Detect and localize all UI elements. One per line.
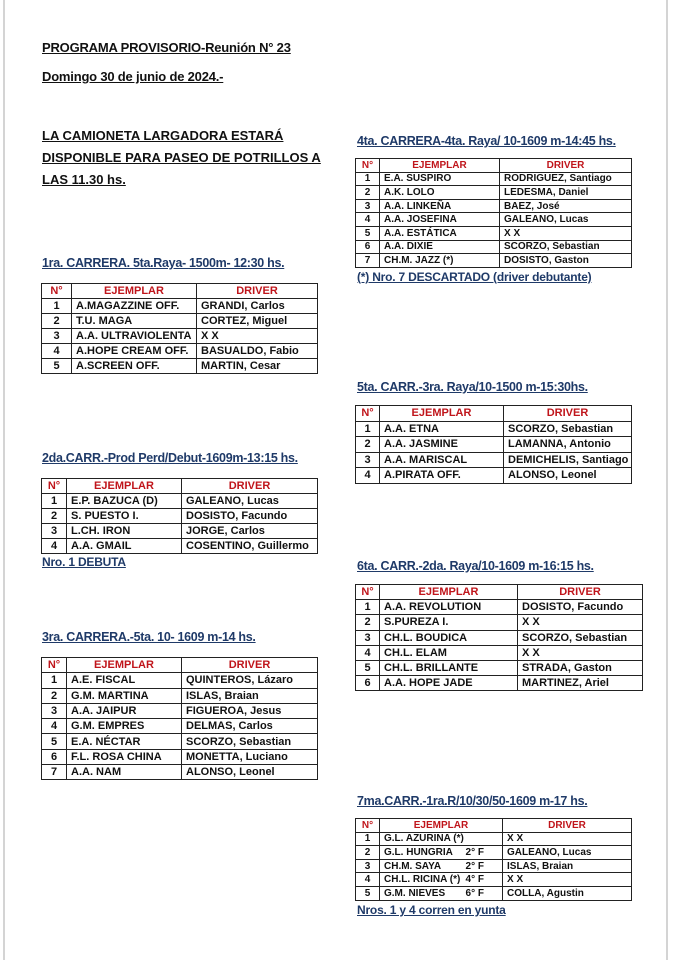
table-row bbox=[42, 749, 318, 764]
table-row bbox=[356, 660, 643, 675]
column-header-horse: EJEMPLAR bbox=[380, 585, 518, 600]
entry-horse-name: G.M. MARTINA bbox=[71, 689, 149, 702]
race-7-table bbox=[355, 818, 632, 901]
entry-horse-name: T.U. MAGA bbox=[76, 315, 133, 327]
race-4-table bbox=[355, 158, 632, 268]
entry-horse-cell bbox=[67, 524, 182, 539]
table-row bbox=[356, 886, 632, 900]
entry-driver: DEMICHELIS, Santiago bbox=[504, 452, 632, 468]
entry-number: 5 bbox=[356, 660, 380, 675]
table-header-row bbox=[356, 819, 632, 833]
entry-horse-cell bbox=[67, 765, 182, 780]
entry-horse-cell bbox=[380, 240, 500, 254]
table-row bbox=[42, 359, 318, 374]
table-row bbox=[356, 254, 632, 268]
entry-driver: SCORZO, Sebastian bbox=[500, 240, 632, 254]
page-right-edge bbox=[666, 0, 668, 960]
entry-horse-name: G.L. AZURINA (*) bbox=[384, 833, 464, 845]
table-row bbox=[356, 676, 643, 691]
entry-last-placing: 6° F bbox=[465, 887, 484, 899]
race-4-note: (*) Nro. 7 DESCARTADO (driver debutante) bbox=[357, 270, 592, 284]
entry-driver: GALEANO, Lucas bbox=[503, 846, 632, 860]
entry-horse-cell bbox=[380, 645, 518, 660]
entry-driver: FIGUEROA, Jesus bbox=[182, 703, 318, 718]
entry-driver: ISLAS, Braian bbox=[182, 688, 318, 703]
entry-number: 5 bbox=[42, 359, 72, 374]
column-header-num: N° bbox=[42, 479, 67, 494]
table-row bbox=[42, 703, 318, 718]
column-header-num: N° bbox=[42, 284, 72, 299]
entry-horse-cell bbox=[380, 886, 503, 900]
table-row bbox=[356, 859, 632, 873]
entry-horse-name: A.A. JASMINE bbox=[384, 438, 458, 451]
table-row bbox=[42, 524, 318, 539]
column-header-driver: DRIVER bbox=[197, 284, 318, 299]
entry-horse-name: A.A. DIXIE bbox=[384, 241, 433, 253]
entry-driver: MARTIN, Cesar bbox=[197, 359, 318, 374]
race-1-title: 1ra. CARRERA. 5ta.Raya- 1500m- 12:30 hs. bbox=[42, 256, 285, 270]
entry-horse-name: A.A. LINKEÑA bbox=[384, 200, 452, 212]
table-header-row bbox=[356, 159, 632, 173]
entry-horse-name: A.A. ULTRAVIOLENTA bbox=[76, 330, 192, 342]
table-header-row bbox=[42, 658, 318, 673]
table-row bbox=[356, 186, 632, 200]
column-header-num: N° bbox=[356, 585, 380, 600]
entry-last-placing: 4° F bbox=[465, 874, 484, 886]
program-date: Domingo 30 de junio de 2024.- bbox=[42, 69, 224, 84]
column-header-driver: DRIVER bbox=[503, 819, 632, 833]
entry-horse-name: CH.L. ELAM bbox=[384, 646, 447, 659]
table-row bbox=[356, 240, 632, 254]
race-5-table bbox=[355, 405, 632, 484]
entry-horse-name: G.L. HUNGRIA bbox=[384, 846, 453, 858]
column-header-driver: DRIVER bbox=[504, 406, 632, 422]
entry-driver: X X bbox=[503, 873, 632, 887]
entry-horse-cell bbox=[380, 254, 500, 268]
entry-horse-name: E.A. NÉCTAR bbox=[71, 735, 141, 748]
entry-driver: X X bbox=[503, 832, 632, 846]
race-1-table bbox=[41, 283, 318, 374]
entry-number: 2 bbox=[42, 688, 67, 703]
entry-horse-name: F.L. ROSA CHINA bbox=[71, 750, 162, 763]
table-row bbox=[42, 314, 318, 329]
entry-horse-cell bbox=[67, 673, 182, 688]
entry-driver: SCORZO, Sebastian bbox=[504, 421, 632, 437]
table-row bbox=[356, 199, 632, 213]
table-row bbox=[356, 600, 643, 615]
entry-horse-name: A.A. NAM bbox=[71, 766, 122, 779]
entry-horse-name: A.MAGAZZINE OFF. bbox=[76, 300, 180, 312]
entry-driver: DOSISTO, Facundo bbox=[518, 600, 643, 615]
race-2-note: Nro. 1 DEBUTA bbox=[42, 555, 126, 569]
entry-horse-name: A.A. ETNA bbox=[384, 422, 439, 435]
entry-number: 2 bbox=[356, 437, 380, 453]
entry-number: 3 bbox=[356, 452, 380, 468]
entry-driver: GRANDI, Carlos bbox=[197, 299, 318, 314]
entry-driver: ISLAS, Braian bbox=[503, 859, 632, 873]
table-row bbox=[356, 832, 632, 846]
race-3-title: 3ra. CARRERA.-5ta. 10- 1609 m-14 hs. bbox=[42, 630, 256, 644]
entry-horse-cell bbox=[380, 421, 504, 437]
table-row bbox=[356, 421, 632, 437]
column-header-num: N° bbox=[356, 406, 380, 422]
entry-driver: SCORZO, Sebastian bbox=[518, 630, 643, 645]
entry-number: 4 bbox=[42, 344, 72, 359]
entry-number: 2 bbox=[356, 846, 380, 860]
entry-horse-name: CH.L. RICINA (*) bbox=[384, 874, 461, 886]
race-6-title: 6ta. CARR.-2da. Raya/10-1609 m-16:15 hs. bbox=[357, 559, 594, 573]
race-2-title: 2da.CARR.-Prod Perd/Debut-1609m-13:15 hs. bbox=[42, 451, 298, 465]
entry-driver: X X bbox=[500, 226, 632, 240]
column-header-horse: EJEMPLAR bbox=[380, 819, 503, 833]
entry-horse-name: A.HOPE CREAM OFF. bbox=[76, 345, 189, 357]
table-row bbox=[356, 645, 643, 660]
entry-horse-cell bbox=[380, 452, 504, 468]
entry-number: 4 bbox=[356, 468, 380, 484]
entry-driver: X X bbox=[197, 329, 318, 344]
entry-horse-name: G.M. EMPRES bbox=[71, 720, 145, 733]
entry-number: 7 bbox=[356, 254, 380, 268]
entry-horse-cell bbox=[380, 199, 500, 213]
table-row bbox=[42, 509, 318, 524]
race-7-note: Nros. 1 y 4 corren en yunta bbox=[357, 903, 506, 917]
race-6-table bbox=[355, 584, 643, 691]
table-row bbox=[42, 329, 318, 344]
entry-driver: QUINTEROS, Lázaro bbox=[182, 673, 318, 688]
entry-horse-cell bbox=[380, 630, 518, 645]
entry-horse-name: A.A. HOPE JADE bbox=[384, 677, 473, 690]
entry-horse-cell bbox=[72, 329, 197, 344]
entry-horse-cell bbox=[380, 172, 500, 186]
entry-horse-cell bbox=[67, 539, 182, 554]
entry-horse-name: CH.M. SAYA bbox=[384, 860, 442, 872]
column-header-horse: EJEMPLAR bbox=[67, 658, 182, 673]
table-row bbox=[356, 213, 632, 227]
entry-number: 1 bbox=[356, 600, 380, 615]
entry-driver: RODRIGUEZ, Santiago bbox=[500, 172, 632, 186]
entry-number: 5 bbox=[356, 226, 380, 240]
table-row bbox=[356, 846, 632, 860]
entry-horse-name: A.SCREEN OFF. bbox=[76, 360, 160, 372]
column-header-horse: EJEMPLAR bbox=[380, 406, 504, 422]
table-row bbox=[356, 226, 632, 240]
table-row bbox=[42, 734, 318, 749]
entry-driver: LAMANNA, Antonio bbox=[504, 437, 632, 453]
entry-horse-cell bbox=[380, 660, 518, 675]
table-row bbox=[42, 539, 318, 554]
entry-horse-name: A.A. REVOLUTION bbox=[384, 601, 482, 614]
entry-horse-cell bbox=[380, 468, 504, 484]
entry-number: 4 bbox=[42, 719, 67, 734]
column-header-horse: EJEMPLAR bbox=[67, 479, 182, 494]
entry-number: 7 bbox=[42, 765, 67, 780]
entry-driver: BAEZ, José bbox=[500, 199, 632, 213]
entry-horse-cell bbox=[380, 859, 503, 873]
entry-horse-cell bbox=[380, 213, 500, 227]
column-header-horse: EJEMPLAR bbox=[380, 159, 500, 173]
race-5-title: 5ta. CARR.-3ra. Raya/10-1500 m-15:30hs. bbox=[357, 380, 588, 394]
entry-horse-cell bbox=[72, 314, 197, 329]
race-3-table bbox=[41, 657, 318, 780]
entry-number: 1 bbox=[356, 421, 380, 437]
column-header-driver: DRIVER bbox=[500, 159, 632, 173]
table-row bbox=[356, 172, 632, 186]
entry-driver: MONETTA, Luciano bbox=[182, 749, 318, 764]
table-row bbox=[356, 615, 643, 630]
table-row bbox=[42, 494, 318, 509]
entry-horse-cell bbox=[67, 734, 182, 749]
entry-driver: X X bbox=[518, 615, 643, 630]
entry-driver: DOSISTO, Gaston bbox=[500, 254, 632, 268]
entry-horse-name: S. PUESTO I. bbox=[71, 510, 139, 522]
entry-horse-cell bbox=[67, 494, 182, 509]
table-row bbox=[42, 344, 318, 359]
entry-horse-name: CH.L. BOUDICA bbox=[384, 631, 468, 644]
entry-driver: X X bbox=[518, 645, 643, 660]
entry-driver: STRADA, Gaston bbox=[518, 660, 643, 675]
race-4-title: 4ta. CARRERA-4ta. Raya/ 10-1609 m-14:45 hs. bbox=[357, 134, 616, 148]
entry-horse-name: A.A. MARISCAL bbox=[384, 453, 468, 466]
starting-gate-notice: LA CAMIONETA LARGADORA ESTARÁ DISPONIBLE PARA PASEO DE POTRILLOS A LAS 11.30 hs. bbox=[42, 128, 321, 187]
entry-horse-cell bbox=[67, 749, 182, 764]
table-row bbox=[42, 765, 318, 780]
entry-driver: CORTEZ, Miguel bbox=[197, 314, 318, 329]
entry-driver: LEDESMA, Daniel bbox=[500, 186, 632, 200]
race-2-table bbox=[41, 478, 318, 554]
entry-horse-cell bbox=[380, 600, 518, 615]
entry-number: 6 bbox=[42, 749, 67, 764]
entry-driver: COLLA, Agustin bbox=[503, 886, 632, 900]
column-header-driver: DRIVER bbox=[182, 479, 318, 494]
table-row bbox=[42, 673, 318, 688]
entry-horse-name: L.CH. IRON bbox=[71, 525, 131, 537]
table-header-row bbox=[42, 479, 318, 494]
entry-number: 3 bbox=[356, 199, 380, 213]
entry-horse-cell bbox=[67, 703, 182, 718]
table-row bbox=[42, 688, 318, 703]
entry-driver: SCORZO, Sebastian bbox=[182, 734, 318, 749]
entry-driver: BASUALDO, Fabio bbox=[197, 344, 318, 359]
entry-horse-cell bbox=[72, 359, 197, 374]
entry-number: 6 bbox=[356, 240, 380, 254]
entry-horse-cell bbox=[67, 688, 182, 703]
entry-horse-name: A.A. GMAIL bbox=[71, 540, 132, 552]
entry-number: 3 bbox=[356, 859, 380, 873]
entry-number: 2 bbox=[356, 615, 380, 630]
entry-horse-cell bbox=[380, 615, 518, 630]
program-title: PROGRAMA PROVISORIO-Reunión N° 23 bbox=[42, 40, 291, 55]
entry-number: 2 bbox=[42, 509, 67, 524]
entry-horse-name: A.A. JOSEFINA bbox=[384, 214, 457, 226]
entry-horse-cell bbox=[380, 186, 500, 200]
table-row bbox=[356, 437, 632, 453]
column-header-horse: EJEMPLAR bbox=[72, 284, 197, 299]
entry-horse-name: CH.M. JAZZ (*) bbox=[384, 254, 454, 266]
table-header-row bbox=[356, 585, 643, 600]
entry-driver: ALONSO, Leonel bbox=[182, 765, 318, 780]
entry-number: 3 bbox=[356, 630, 380, 645]
entry-number: 4 bbox=[356, 873, 380, 887]
table-row bbox=[356, 452, 632, 468]
entry-number: 1 bbox=[356, 832, 380, 846]
entry-horse-cell bbox=[72, 299, 197, 314]
entry-number: 2 bbox=[356, 186, 380, 200]
entry-number: 3 bbox=[42, 703, 67, 718]
entry-horse-name: S.PUREZA I. bbox=[384, 616, 449, 629]
race-7-title: 7ma.CARR.-1ra.R/10/30/50-1609 m-17 hs. bbox=[357, 794, 588, 808]
entry-horse-cell bbox=[67, 509, 182, 524]
table-row bbox=[356, 630, 643, 645]
entry-number: 1 bbox=[42, 494, 67, 509]
entry-driver: GALEANO, Lucas bbox=[500, 213, 632, 227]
column-header-num: N° bbox=[356, 159, 380, 173]
table-row bbox=[42, 299, 318, 314]
entry-driver: GALEANO, Lucas bbox=[182, 494, 318, 509]
entry-number: 3 bbox=[42, 329, 72, 344]
entry-driver: ALONSO, Leonel bbox=[504, 468, 632, 484]
entry-horse-cell bbox=[380, 873, 503, 887]
entry-horse-name: A.E. FISCAL bbox=[71, 674, 136, 687]
entry-last-placing: 2° F bbox=[465, 860, 484, 872]
entry-number: 2 bbox=[42, 314, 72, 329]
entry-number: 5 bbox=[42, 734, 67, 749]
column-header-num: N° bbox=[356, 819, 380, 833]
entry-horse-name: A.K. LOLO bbox=[384, 186, 435, 198]
entry-horse-cell bbox=[380, 832, 503, 846]
entry-horse-name: A.A. JAIPUR bbox=[71, 705, 137, 718]
entry-number: 1 bbox=[356, 172, 380, 186]
entry-horse-cell bbox=[380, 846, 503, 860]
page-left-edge bbox=[3, 0, 5, 960]
entry-last-placing: 2° F bbox=[465, 846, 484, 858]
entry-horse-name: E.P. BAZUCA (D) bbox=[71, 495, 158, 507]
table-header-row bbox=[356, 406, 632, 422]
table-row bbox=[42, 719, 318, 734]
table-row bbox=[356, 873, 632, 887]
entry-number: 4 bbox=[356, 213, 380, 227]
entry-driver: JORGE, Carlos bbox=[182, 524, 318, 539]
entry-number: 4 bbox=[356, 645, 380, 660]
entry-number: 1 bbox=[42, 673, 67, 688]
entry-horse-name: CH.L. BRILLANTE bbox=[384, 662, 479, 675]
entry-horse-name: A.A. ESTÁTICA bbox=[384, 227, 457, 239]
entry-number: 4 bbox=[42, 539, 67, 554]
entry-driver: DOSISTO, Facundo bbox=[182, 509, 318, 524]
entry-number: 5 bbox=[356, 886, 380, 900]
table-header-row bbox=[42, 284, 318, 299]
entry-horse-cell bbox=[72, 344, 197, 359]
entry-number: 3 bbox=[42, 524, 67, 539]
entry-horse-cell bbox=[380, 226, 500, 240]
column-header-driver: DRIVER bbox=[518, 585, 643, 600]
entry-horse-cell bbox=[380, 676, 518, 691]
entry-driver: COSENTINO, Guillermo bbox=[182, 539, 318, 554]
entry-horse-name: E.A. SUSPIRO bbox=[384, 173, 452, 185]
entry-driver: DELMAS, Carlos bbox=[182, 719, 318, 734]
entry-horse-name: G.M. NIEVES bbox=[384, 887, 446, 899]
entry-driver: MARTINEZ, Ariel bbox=[518, 676, 643, 691]
entry-number: 6 bbox=[356, 676, 380, 691]
entry-horse-cell bbox=[380, 437, 504, 453]
column-header-driver: DRIVER bbox=[182, 658, 318, 673]
entry-number: 1 bbox=[42, 299, 72, 314]
column-header-num: N° bbox=[42, 658, 67, 673]
entry-horse-cell bbox=[67, 719, 182, 734]
entry-horse-name: A.PIRATA OFF. bbox=[384, 469, 461, 482]
table-row bbox=[356, 468, 632, 484]
